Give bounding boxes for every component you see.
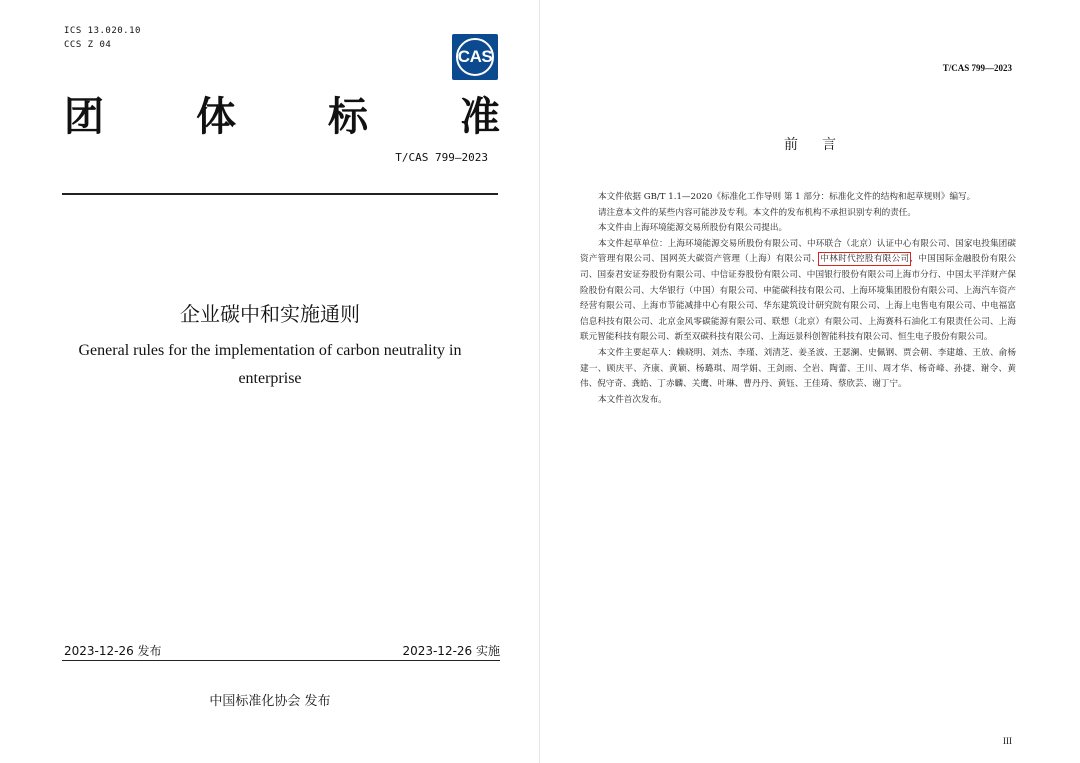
foreword-paragraph: 本文件首次发布。 [598, 394, 667, 405]
highlighted-company: 中林时代控股有限公司 [820, 254, 910, 265]
document-title-cn: 企业碳中和实施通则 [180, 302, 360, 326]
foreword-heading: 前言 [784, 137, 860, 153]
foreword-paragraph: 本文件依据 GB/T 1.1—2020《标准化工作导则 第 1 部分：标准化文件的结构和起草规则》编写。 [598, 192, 976, 202]
classification-codes [64, 24, 141, 52]
title-char: 标 [328, 93, 368, 140]
cas-logo [452, 34, 498, 80]
document-title-en: General rules for the implementation of carbon neutrality in enterprise [78, 342, 462, 387]
drafters-paragraph: 本文件主要起草人：赖晓明、刘杰、李瑾、刘清芝、姜圣波、王瑟澜、史佩钢、贾会朝、李建雄、王放、俞杨建一、顾庆平、齐康、黄颖、杨璐琪、周学娟、王剑雨、仝岩、陶蕾、王川、周才华、杨奇峰、孙捷、谢令、黄伟、倪守奇、龚皓、丁赤麟、关鹰、叶琳、曹丹丹、黄钰、王佳琦、蔡欣芸、谢丁宁。 [580, 347, 1016, 390]
foreword-paragraph: 本文件由上海环境能源交易所股份有限公司提出。 [598, 223, 788, 234]
date-rule [62, 660, 500, 661]
title-rule [62, 193, 498, 195]
ics-code: ICS 13.020.10 [64, 26, 141, 36]
title-char: 团 [64, 93, 104, 140]
drafting-units-paragraph [580, 237, 1016, 346]
ccs-code: CCS Z 04 [64, 40, 112, 50]
drafting-units-text-rest: 、中国国际金融股份有限公司、国泰君安证券股份有限公司、中信证券股份有限公司、中国银行股份有限公司上海市分行、中国太平洋财产保险股份有限公司、大华银行（中国）有限公司、申能碳科技有限公司、上海环境集团股份有限公司、上海汽车资产经营有限公司、上海市节能减排中心有限公司、华东建筑设计研究院有限公司、上海上电售电有限公司、中电福富信息科技有限公司、北京金风零碳能源有限公司、联想（北京）有限公司、上海赛科石油化工有限责任公司、上海联元智能科技有限公司、新至双碳科技有限公司、上海远景科创智能科技有限公司、恒生电子股份有限公司。 [580, 254, 1016, 343]
standard-number: T/CAS 799—2023 [395, 151, 488, 164]
title-char: 准 [460, 93, 500, 140]
group-standard-title [64, 92, 500, 142]
page-number: III [1003, 736, 1012, 746]
header-standard-number: T/CAS 799—2023 [942, 63, 1012, 73]
foreword-body [580, 190, 1016, 408]
publisher: 中国标准化协会 发布 [209, 694, 331, 709]
drafting-units-text: 本文件起草单位：上海环境能源交易所股份有限公司、中环联合（北京）认证中心有限公司、国家电投集团碳资产管理有限公司、国网英大碳资产管理（上海）有限公司、 [580, 238, 1016, 265]
title-char: 体 [196, 93, 236, 140]
foreword-page [540, 0, 1080, 763]
implement-date: 2023-12-26 实施 [402, 644, 500, 658]
foreword-paragraph: 请注意本文件的某些内容可能涉及专利。本文件的发布机构不承担识别专利的责任。 [598, 207, 916, 218]
logo-text: CAS [457, 47, 493, 66]
publish-date: 2023-12-26 发布 [64, 644, 162, 658]
